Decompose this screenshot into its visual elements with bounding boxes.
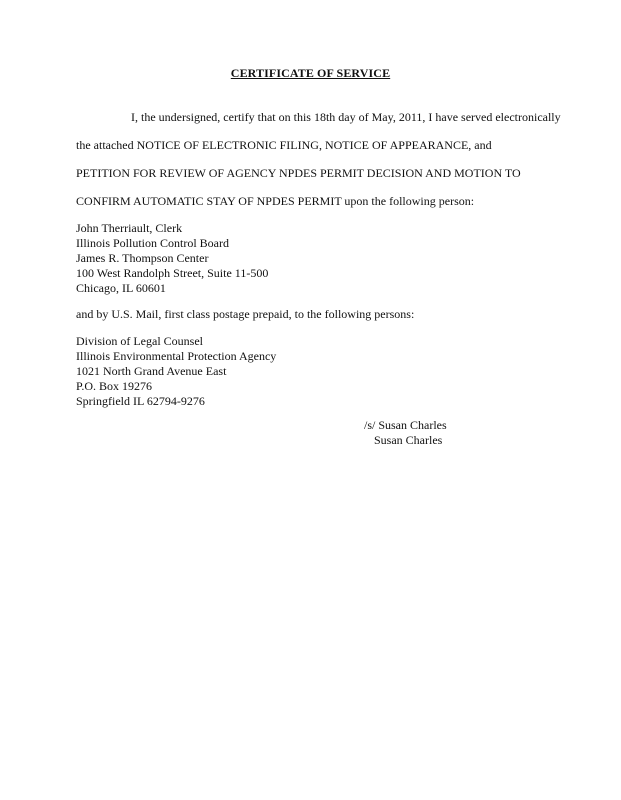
electronic-signature: /s/ Susan Charles: [364, 418, 447, 432]
address-line: John Therriault, Clerk: [76, 221, 183, 235]
address-line: Springfield IL 62794-9276: [76, 394, 205, 408]
certification-line-1: I, the undersigned, certify that on this 18th day of May, 2011, I have served electronically: [131, 110, 561, 124]
recipient-address-2: [76, 334, 276, 409]
certification-line-4: CONFIRM AUTOMATIC STAY OF NPDES PERMIT upon the following person:: [76, 194, 475, 208]
address-line: 100 West Randolph Street, Suite 11-500: [76, 266, 269, 280]
document-title: CERTIFICATE OF SERVICE: [230, 66, 391, 80]
address-line: James R. Thompson Center: [76, 251, 209, 265]
address-line: Illinois Pollution Control Board: [76, 236, 230, 250]
recipient-address-1: [76, 221, 268, 296]
signer-name: Susan Charles: [374, 433, 443, 447]
address-line: Division of Legal Counsel: [76, 334, 203, 348]
signature-block: [364, 418, 447, 448]
address-line: Illinois Environmental Protection Agency: [76, 349, 277, 363]
certification-line-3: PETITION FOR REVIEW OF AGENCY NPDES PERMIT DECISION AND MOTION TO: [76, 166, 521, 180]
address-line: P.O. Box 19276: [76, 379, 153, 393]
certification-line-2: the attached NOTICE OF ELECTRONIC FILING, NOTICE OF APPEARANCE, and: [76, 138, 492, 152]
address-line: Chicago, IL 60601: [76, 281, 166, 295]
mail-service-statement: and by U.S. Mail, first class postage prepaid, to the following persons:: [76, 307, 415, 321]
address-line: 1021 North Grand Avenue East: [76, 364, 227, 378]
